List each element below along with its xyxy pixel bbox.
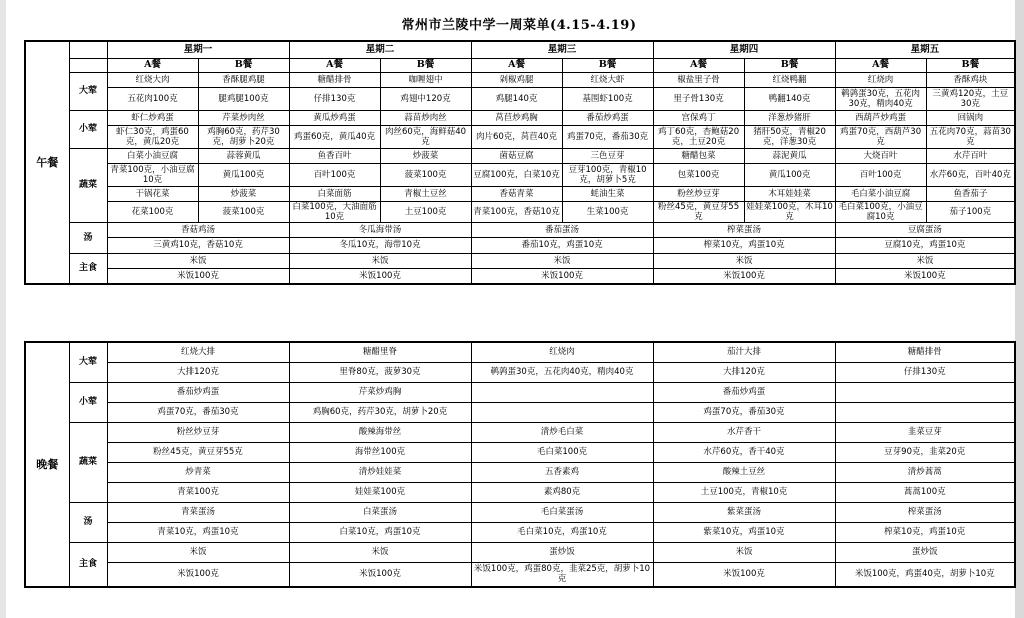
dish-name: 菌菇豆腐 — [471, 148, 562, 163]
dish-name: 糖醋排骨 — [289, 72, 380, 87]
staple-amount: 米饭100克 — [471, 268, 653, 284]
staple-name: 米饭 — [289, 542, 471, 562]
dinner-vegetable-2-names-row — [25, 462, 1015, 482]
dish-name: 三色豆芽 — [562, 148, 653, 163]
set-b-label: B餐 — [380, 58, 471, 72]
soup-name: 紫菜蛋汤 — [653, 502, 835, 522]
dish-name: 清炒娃娃菜 — [289, 462, 471, 482]
dish-amount: 菠菜100克 — [380, 163, 471, 186]
dish-amount: 仔排130克 — [835, 362, 1015, 382]
staple-name: 米饭 — [107, 542, 289, 562]
lunch-soup-names-row — [25, 222, 1015, 237]
staple-amount: 米饭100克 — [289, 562, 471, 587]
dish-name: 糖醋排骨 — [835, 342, 1015, 362]
lunch-menu-table — [24, 40, 1016, 285]
dish-name: 咖喱翅中 — [380, 72, 471, 87]
day-header-wed: 星期三 — [471, 41, 653, 58]
dish-amount: 土豆100克，青椒10克 — [653, 482, 835, 502]
right-scrollbar[interactable] — [1015, 0, 1024, 618]
dish-name — [471, 382, 653, 402]
dish-amount: 鸡蛋60克，黄瓜40克 — [289, 125, 380, 148]
staple-name: 米饭 — [107, 253, 289, 268]
dish-amount: 猪肝50克，青椒20克，洋葱30克 — [744, 125, 835, 148]
dish-name: 茄汁大排 — [653, 342, 835, 362]
day-header-row — [25, 41, 1015, 58]
soup-name: 青菜蛋汤 — [107, 502, 289, 522]
dish-amount: 茄子100克 — [926, 201, 1015, 222]
dish-name: 炒菠菜 — [198, 186, 289, 201]
dish-name: 红烧大肉 — [107, 72, 198, 87]
dish-amount: 水芹60克，百叶40克 — [926, 163, 1015, 186]
category-small-dish: 小荤 — [69, 110, 107, 148]
dish-name: 清炒蒿蒿 — [835, 462, 1015, 482]
dinner-menu-table — [24, 341, 1016, 588]
dish-amount: 黄瓜100克 — [744, 163, 835, 186]
dish-name: 黄瓜炒鸡蛋 — [289, 110, 380, 125]
dish-name: 蒜苗炒肉丝 — [380, 110, 471, 125]
dish-name: 洋葱炒猪肝 — [744, 110, 835, 125]
dish-name: 香酥腿鸡腿 — [198, 72, 289, 87]
staple-amount: 米饭100克 — [107, 268, 289, 284]
dish-amount: 毛白菜100克，小油豆腐10克 — [835, 201, 926, 222]
lunch-vegetable-2-amounts-row — [25, 201, 1015, 222]
lunch-small-dish-names-row — [25, 110, 1015, 125]
soup-amount: 冬瓜10克，海带10克 — [289, 237, 471, 253]
soup-amount: 榨菜10克，鸡蛋10克 — [653, 237, 835, 253]
dish-name: 红烧鸭翻 — [744, 72, 835, 87]
dish-amount: 五花肉100克 — [107, 87, 198, 110]
soup-name: 冬瓜海带汤 — [289, 222, 471, 237]
dish-name: 蒜蓉黄瓜 — [198, 148, 289, 163]
staple-name: 米饭 — [653, 253, 835, 268]
dish-amount: 黄瓜100克 — [198, 163, 289, 186]
dish-name: 蒜泥黄瓜 — [744, 148, 835, 163]
lunch-staple-amounts-row — [25, 268, 1015, 284]
dish-amount — [835, 402, 1015, 422]
dinner-main-dish-names-row — [25, 342, 1015, 362]
dish-amount: 土豆100克 — [380, 201, 471, 222]
dinner-vegetable-1-amounts-row — [25, 442, 1015, 462]
dish-name: 回锅肉 — [926, 110, 1015, 125]
staple-name: 米饭 — [653, 542, 835, 562]
category-soup: 汤 — [69, 502, 107, 542]
staple-amount: 米饭100克 — [289, 268, 471, 284]
staple-amount: 米饭100克 — [653, 268, 835, 284]
dish-amount: 粉丝45克，黄豆芽55克 — [653, 201, 744, 222]
category-vegetable: 蔬菜 — [69, 422, 107, 502]
dish-name: 西葫芦炒鸡蛋 — [835, 110, 926, 125]
dish-name: 青椒土豆丝 — [380, 186, 471, 201]
category-staple: 主食 — [69, 542, 107, 587]
dish-amount: 虾仁30克，鸡蛋60克，黄瓜20克 — [107, 125, 198, 148]
dish-amount: 鸡腿140克 — [471, 87, 562, 110]
dinner-soup-amounts-row — [25, 522, 1015, 542]
set-b-label: B餐 — [744, 58, 835, 72]
dinner-small-dish-amounts-row — [25, 402, 1015, 422]
dinner-vegetable-1-names-row — [25, 422, 1015, 442]
category-staple: 主食 — [69, 253, 107, 284]
dish-name: 红烧大排 — [107, 342, 289, 362]
dish-amount — [471, 402, 653, 422]
dish-name: 番茄炒鸡蛋 — [107, 382, 289, 402]
dish-name: 芹菜炒肉丝 — [198, 110, 289, 125]
dish-amount: 里子骨130克 — [653, 87, 744, 110]
dish-amount: 毛白菜100克 — [471, 442, 653, 462]
dish-amount: 五花肉70克，蒜苗30克 — [926, 125, 1015, 148]
day-header-mon: 星期一 — [107, 41, 289, 58]
dinner-vegetable-2-amounts-row — [25, 482, 1015, 502]
dish-amount: 鸡蛋70克，番茄30克 — [107, 402, 289, 422]
left-edge — [0, 0, 6, 618]
soup-name: 白菜蛋汤 — [289, 502, 471, 522]
dish-amount: 生菜100克 — [562, 201, 653, 222]
day-header-fri: 星期五 — [835, 41, 1015, 58]
dish-amount: 鸡丁60克，杏鲍菇20克，土豆20克 — [653, 125, 744, 148]
dish-name: 粉丝炒豆芽 — [107, 422, 289, 442]
lunch-vegetable-1-names-row — [25, 148, 1015, 163]
dish-name: 香酥鸡块 — [926, 72, 1015, 87]
set-b-label: B餐 — [926, 58, 1015, 72]
lunch-soup-amounts-row — [25, 237, 1015, 253]
dish-amount: 鸡蛋70克，番茄30克 — [653, 402, 835, 422]
staple-name: 米饭 — [835, 253, 1015, 268]
dish-amount: 水芹60克，香干40克 — [653, 442, 835, 462]
dinner-label: 晚餐 — [25, 342, 69, 587]
dish-name: 红烧大虾 — [562, 72, 653, 87]
dish-name: 五香素鸡 — [471, 462, 653, 482]
corner-cell — [69, 41, 107, 58]
category-main-dish: 大荤 — [69, 72, 107, 110]
day-header-tue: 星期二 — [289, 41, 471, 58]
soup-name: 毛白菜蛋汤 — [471, 502, 653, 522]
staple-name: 蛋炒饭 — [835, 542, 1015, 562]
staple-name: 米饭 — [471, 253, 653, 268]
dish-name: 糖醋包菜 — [653, 148, 744, 163]
soup-name: 榨菜蛋汤 — [653, 222, 835, 237]
dish-name: 炒青菜 — [107, 462, 289, 482]
dish-name: 水芹香干 — [653, 422, 835, 442]
lunch-main-dish-amounts-row — [25, 87, 1015, 110]
dish-name: 番茄炒鸡蛋 — [653, 382, 835, 402]
category-main-dish: 大荤 — [69, 342, 107, 382]
set-a-label: A餐 — [653, 58, 744, 72]
dinner-staple-names-row — [25, 542, 1015, 562]
category-vegetable: 蔬菜 — [69, 148, 107, 222]
staple-amount: 米饭100克 — [653, 562, 835, 587]
soup-amount: 豆腐10克，鸡蛋10克 — [835, 237, 1015, 253]
dish-amount: 青菜100克，小油豆腐10克 — [107, 163, 198, 186]
set-a-label: A餐 — [471, 58, 562, 72]
dish-name: 香菇青菜 — [471, 186, 562, 201]
dish-name: 芹菜炒鸡胸 — [289, 382, 471, 402]
dish-name: 鱼香茄子 — [926, 186, 1015, 201]
lunch-main-dish-names-row — [25, 72, 1015, 87]
dish-name: 剁椒鸡腿 — [471, 72, 562, 87]
dish-name: 白菜面筋 — [289, 186, 380, 201]
dish-amount: 包菜100克 — [653, 163, 744, 186]
dinner-small-dish-names-row — [25, 382, 1015, 402]
dish-amount: 豆腐100克，白菜10克 — [471, 163, 562, 186]
staple-amount: 米饭100克 — [107, 562, 289, 587]
dish-amount: 青菜100克 — [107, 482, 289, 502]
dish-name: 椒盐里子骨 — [653, 72, 744, 87]
dish-name: 酸辣海带丝 — [289, 422, 471, 442]
dish-amount: 豆芽100克，青椒10克，胡萝卜5克 — [562, 163, 653, 186]
dish-name: 蚝油生菜 — [562, 186, 653, 201]
dish-name: 宫保鸡丁 — [653, 110, 744, 125]
soup-name: 豆腐蛋汤 — [835, 222, 1015, 237]
dish-amount: 大排120克 — [107, 362, 289, 382]
dish-name: 番茄炒鸡蛋 — [562, 110, 653, 125]
dish-name: 粉丝炒豆芽 — [653, 186, 744, 201]
dish-amount: 鸡蛋70克，番茄30克 — [562, 125, 653, 148]
dish-name: 白菜小油豆腐 — [107, 148, 198, 163]
dish-amount: 蒿蒿100克 — [835, 482, 1015, 502]
lunch-vegetable-2-names-row — [25, 186, 1015, 201]
soup-amount: 青菜10克，鸡蛋10克 — [107, 522, 289, 542]
dish-amount: 腿鸡腿100克 — [198, 87, 289, 110]
lunch-staple-names-row — [25, 253, 1015, 268]
staple-amount: 米饭100克，鸡蛋40克，胡萝卜10克 — [835, 562, 1015, 587]
dish-name: 清炒毛白菜 — [471, 422, 653, 442]
dish-name: 大烧百叶 — [835, 148, 926, 163]
dish-name: 水芹百叶 — [926, 148, 1015, 163]
soup-amount: 毛白菜10克，鸡蛋10克 — [471, 522, 653, 542]
set-b-label: B餐 — [198, 58, 289, 72]
dish-name: 莴苣炒鸡胸 — [471, 110, 562, 125]
dish-amount: 基围虾100克 — [562, 87, 653, 110]
dish-name: 虾仁炒鸡蛋 — [107, 110, 198, 125]
dish-name: 红烧肉 — [471, 342, 653, 362]
soup-amount: 番茄10克，鸡蛋10克 — [471, 237, 653, 253]
dish-name: 红烧肉 — [835, 72, 926, 87]
page-title: 常州市兰陵中学一周菜单(4.15-4.19) — [401, 18, 637, 33]
corner-cell — [69, 58, 107, 72]
dish-name: 木耳娃娃菜 — [744, 186, 835, 201]
dish-amount: 娃娃菜100克，木耳10克 — [744, 201, 835, 222]
dish-amount: 青菜100克，香菇10克 — [471, 201, 562, 222]
category-small-dish: 小荤 — [69, 382, 107, 422]
set-a-label: A餐 — [289, 58, 380, 72]
category-soup: 汤 — [69, 222, 107, 253]
set-a-label: A餐 — [107, 58, 198, 72]
dish-amount: 百叶100克 — [835, 163, 926, 186]
dish-amount: 粉丝45克，黄豆芽55克 — [107, 442, 289, 462]
dish-amount: 鹌鹑蛋30克，五花肉40克，精肉40克 — [471, 362, 653, 382]
staple-amount: 米饭100克，鸡蛋80克，韭菜25克，胡萝卜10克 — [471, 562, 653, 587]
dish-amount: 百叶100克 — [289, 163, 380, 186]
day-header-thu: 星期四 — [653, 41, 835, 58]
soup-name: 番茄蛋汤 — [471, 222, 653, 237]
dish-amount: 花菜100克 — [107, 201, 198, 222]
dish-amount: 三黄鸡120克，土豆30克 — [926, 87, 1015, 110]
dish-amount: 鸡胸60克，药芹30克，胡萝卜20克 — [289, 402, 471, 422]
dish-amount: 鸡翅中120克 — [380, 87, 471, 110]
dish-amount: 肉丝60克，海鲜菇40克 — [380, 125, 471, 148]
dish-amount: 鸡蛋70克，西葫芦30克 — [835, 125, 926, 148]
dish-name — [835, 382, 1015, 402]
dish-amount: 鸭翻140克 — [744, 87, 835, 110]
soup-name: 香菇鸡汤 — [107, 222, 289, 237]
dinner-staple-amounts-row — [25, 562, 1015, 587]
dish-amount: 豆芽90克，韭菜20克 — [835, 442, 1015, 462]
dish-amount: 菠菜100克 — [198, 201, 289, 222]
dish-name: 干锅花菜 — [107, 186, 198, 201]
dish-name: 鱼香百叶 — [289, 148, 380, 163]
dish-name: 韭菜豆芽 — [835, 422, 1015, 442]
lunch-small-dish-amounts-row — [25, 125, 1015, 148]
soup-amount: 榨菜10克，鸡蛋10克 — [835, 522, 1015, 542]
staple-amount: 米饭100克 — [835, 268, 1015, 284]
dish-amount: 白菜100克，大油面筋10克 — [289, 201, 380, 222]
set-a-label: A餐 — [835, 58, 926, 72]
dish-amount: 鹌鹑蛋30克，五花肉30克，精肉40克 — [835, 87, 926, 110]
soup-name: 榨菜蛋汤 — [835, 502, 1015, 522]
dish-name: 炒菠菜 — [380, 148, 471, 163]
dish-amount: 素鸡80克 — [471, 482, 653, 502]
dish-amount: 仔排130克 — [289, 87, 380, 110]
dish-name: 糖醋里脊 — [289, 342, 471, 362]
dish-amount: 海带丝100克 — [289, 442, 471, 462]
staple-name: 米饭 — [289, 253, 471, 268]
dish-name: 毛白菜小油豆腐 — [835, 186, 926, 201]
dish-amount: 娃娃菜100克 — [289, 482, 471, 502]
staple-name: 蛋炒饭 — [471, 542, 653, 562]
dish-amount: 肉片60克，莴苣40克 — [471, 125, 562, 148]
set-b-label: B餐 — [562, 58, 653, 72]
set-header-row — [25, 58, 1015, 72]
dinner-soup-names-row — [25, 502, 1015, 522]
lunch-vegetable-1-amounts-row — [25, 163, 1015, 186]
dish-amount: 鸡胸60克，药芹30克，胡萝卜20克 — [198, 125, 289, 148]
dish-name: 酸辣土豆丝 — [653, 462, 835, 482]
dinner-main-dish-amounts-row — [25, 362, 1015, 382]
soup-amount: 三黄鸡10克，香菇10克 — [107, 237, 289, 253]
dish-amount: 大排120克 — [653, 362, 835, 382]
dish-amount: 里脊80克，菠萝30克 — [289, 362, 471, 382]
soup-amount: 紫菜10克，鸡蛋10克 — [653, 522, 835, 542]
soup-amount: 白菜10克，鸡蛋10克 — [289, 522, 471, 542]
lunch-label: 午餐 — [25, 41, 69, 284]
